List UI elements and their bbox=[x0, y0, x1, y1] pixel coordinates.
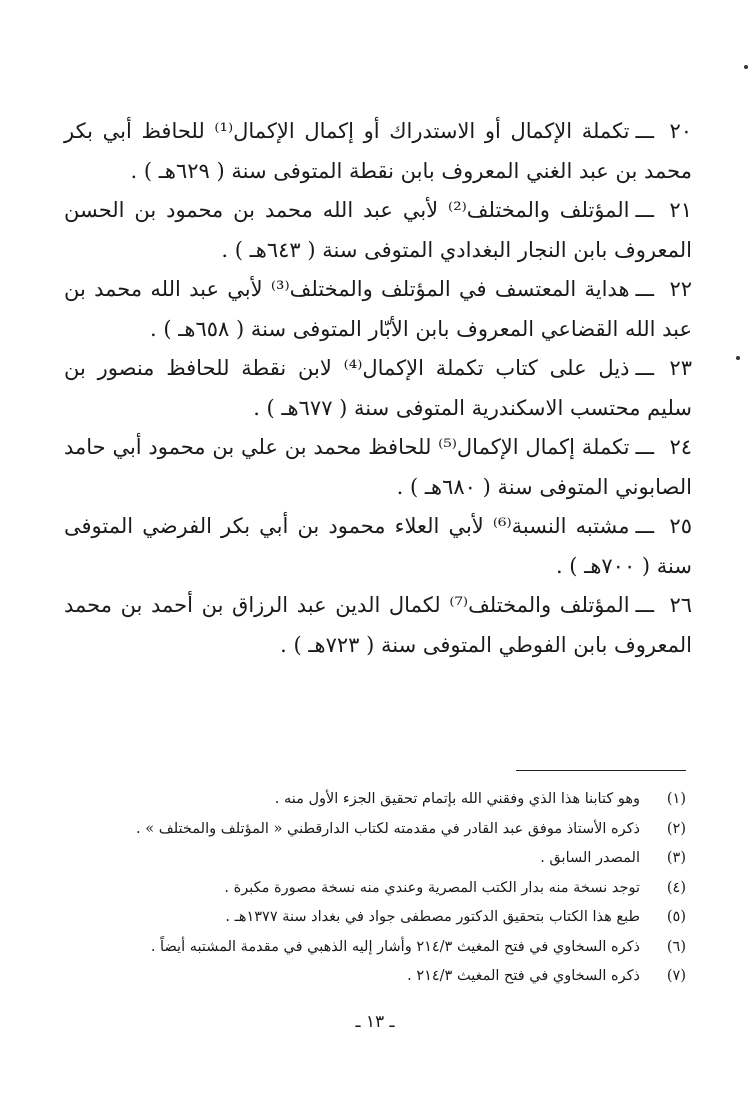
footnote-item bbox=[66, 844, 686, 874]
entries-list bbox=[64, 112, 692, 665]
footnote-number: (٢) bbox=[666, 820, 686, 837]
footnote-item bbox=[66, 874, 686, 904]
footnote-text: ذكره السخاوي في فتح المغيث ٢١٤/٣ . bbox=[407, 968, 640, 984]
page-number: ـ ١٣ ـ bbox=[355, 1012, 395, 1032]
entry-text: المؤتلف والمختلف⁽⁷⁾ لكمال الدين عبد الرزاق بن أحمد بن محمد المعروف بابن الفوطي المتوفى سنة ( ٧٢٣هـ ) . bbox=[64, 593, 692, 657]
list-item bbox=[64, 191, 692, 270]
footnote-item bbox=[66, 903, 686, 933]
entry-text: المؤتلف والمختلف⁽²⁾ لأبي عبد الله محمد بن محمود بن الحسن المعروف بابن النجار البغدادي المتوفى سنة ( ٦٤٣هـ ) . bbox=[64, 198, 692, 262]
entry-text: مشتبه النسبة⁽⁶⁾ لأبي العلاء محمود بن أبي بكر الفرضي المتوفى سنة ( ٧٠٠هـ ) . bbox=[64, 514, 692, 578]
footnote-text: ذكره السخاوي في فتح المغيث ٢١٤/٣ وأشار إليه الذهبي في مقدمة المشتبه أيضاً . bbox=[150, 938, 640, 955]
footnote-item bbox=[66, 933, 686, 963]
list-item bbox=[64, 586, 692, 665]
entry-text: ذيل على كتاب تكملة الإكمال⁽⁴⁾ لابن نقطة للحافظ منصور بن سليم محتسب الاسكندرية المتوفى سنة ( ٦٧٧هـ ) . bbox=[64, 356, 692, 420]
entry-dash: ـــ bbox=[635, 514, 654, 538]
scan-speck bbox=[736, 356, 740, 360]
entry-number: ٢٣ bbox=[669, 356, 692, 380]
entry-dash: ـــ bbox=[635, 356, 654, 380]
list-item bbox=[64, 349, 692, 428]
list-item bbox=[64, 270, 692, 349]
list-item bbox=[64, 507, 692, 586]
footnote-text: طبع هذا الكتاب بتحقيق الدكتور مصطفى جواد في بغداد سنة ١٣٧٧هـ . bbox=[225, 909, 640, 925]
entry-text: تكملة إكمال الإكمال⁽⁵⁾ للحافظ محمد بن علي بن محمود أبي حامد الصابوني المتوفى سنة ( ٦٨٠هـ ) . bbox=[64, 435, 692, 499]
footnote-number: (٥) bbox=[666, 909, 686, 925]
footnotes-list bbox=[66, 785, 686, 992]
entry-dash: ـــ bbox=[635, 435, 654, 459]
entry-number: ٢٥ bbox=[669, 514, 692, 538]
list-item bbox=[64, 112, 692, 191]
footnote-text: ذكره الأستاذ موفق عبد القادر في مقدمته لكتاب الدارقطني « المؤتلف والمختلف » . bbox=[136, 820, 640, 837]
footnote-text: المصدر السابق . bbox=[540, 850, 640, 866]
entry-number: ٢١ bbox=[669, 198, 692, 222]
entry-number: ٢٠ bbox=[669, 119, 692, 143]
footnote-number: (٧) bbox=[666, 968, 686, 984]
entry-dash: ـــ bbox=[635, 119, 654, 143]
entry-text: هداية المعتسف في المؤتلف والمختلف⁽³⁾ لأبي عبد الله محمد بن عبد الله القضاعي المعروف بابن الأبّار المتوفى سنة ( ٦٥٨هـ ) . bbox=[64, 277, 692, 341]
footnote-number: (٦) bbox=[666, 938, 686, 955]
footnote-number: (١) bbox=[666, 791, 686, 807]
footnote-text: وهو كتابنا هذا الذي وفقني الله بإتمام تحقيق الجزء الأول منه . bbox=[274, 791, 640, 807]
list-item bbox=[64, 428, 692, 507]
footnote-item bbox=[66, 815, 686, 845]
entry-dash: ـــ bbox=[635, 277, 654, 301]
entry-number: ٢٤ bbox=[669, 435, 692, 459]
entry-dash: ـــ bbox=[635, 593, 654, 617]
footnote-number: (٣) bbox=[666, 850, 686, 866]
scan-speck bbox=[744, 65, 748, 69]
entry-number: ٢٢ bbox=[669, 277, 692, 301]
footnote-divider bbox=[516, 770, 686, 771]
entry-number: ٢٦ bbox=[669, 593, 692, 617]
entry-dash: ـــ bbox=[635, 198, 654, 222]
footnote-text: توجد نسخة منه بدار الكتب المصرية وعندي منه نسخة مصورة مكبرة . bbox=[224, 879, 640, 896]
footnote-number: (٤) bbox=[666, 879, 686, 896]
footnote-item bbox=[66, 962, 686, 992]
footnote-item bbox=[66, 785, 686, 815]
entry-text: تكملة الإكمال أو الاستدراك أو إكمال الإكمال⁽¹⁾ للحافظ أبي بكر محمد بن عبد الغني المعروف بابن نقطة المتوفى سنة ( ٦٢٩هـ ) . bbox=[64, 119, 692, 183]
